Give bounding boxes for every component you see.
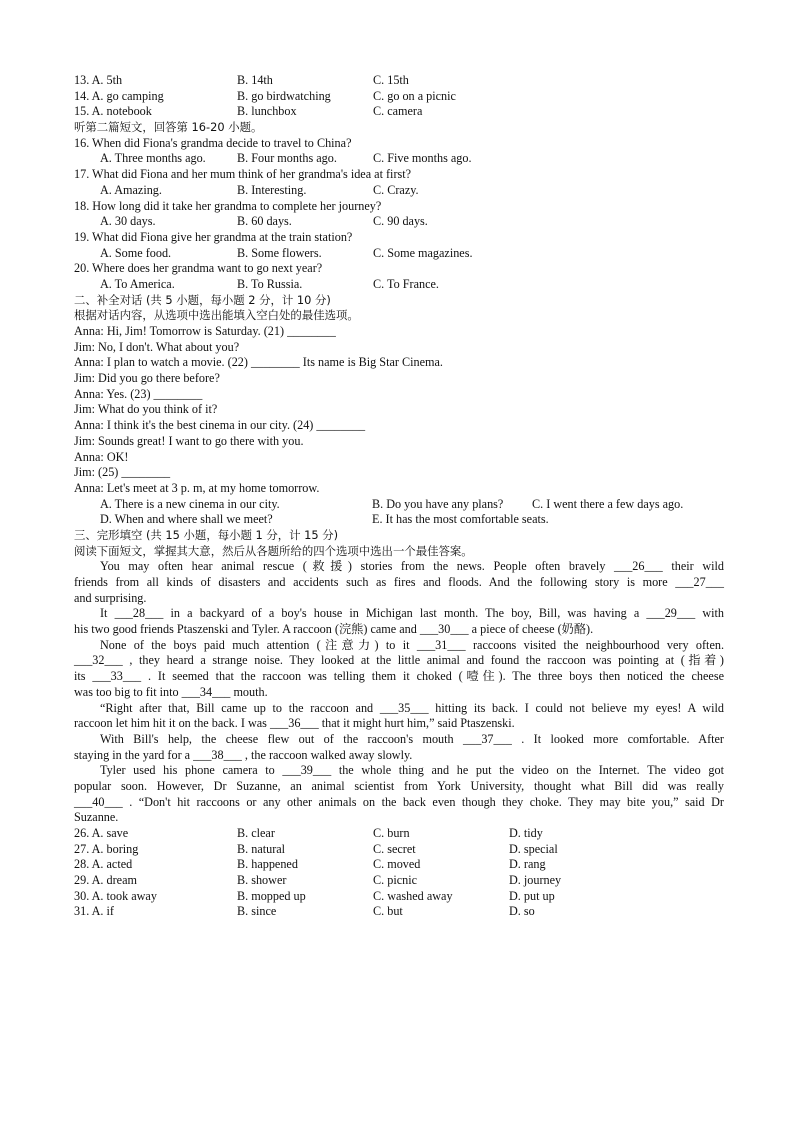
dialogue-options-row-1 (74, 497, 724, 513)
paragraph-line: Tyler used his phone camera to ___39___ the whole thing and he put the video on the Internet. The video got (100, 763, 724, 778)
section2-instruction: 根据对话内容，从选项中选出能填入空白处的最佳选项。 (74, 308, 359, 323)
dialogue-line: Anna: Hi, Jim! Tomorrow is Saturday. (21) ________ (74, 324, 336, 338)
option-a: 15. A. notebook (74, 104, 152, 119)
option-a: 29. A. dream (74, 873, 137, 888)
paragraph-line: his two good friends Ptaszenski and Tyler. A raccoon (浣熊) came and ___30___ a piece of cheese (奶酪). (74, 622, 594, 637)
paragraph-line: None of the boys paid much attention (注意力) to it ___31___ raccoons visited the neighbourhood very often. (100, 637, 724, 652)
question-30-options (74, 889, 724, 905)
question-28-options (74, 857, 724, 873)
dialogue-line: Jim: What do you think of it? (74, 402, 218, 417)
question-19: 19. What did Fiona give her grandma at the train station? (74, 229, 353, 244)
option-a: 26. A. save (74, 826, 129, 840)
option-b: B. shower (237, 873, 287, 888)
option-b: B. lunchbox (237, 104, 297, 119)
option-a: 28. A. acted (74, 857, 133, 872)
option-b: B. since (237, 904, 277, 919)
question-13-options (74, 73, 724, 89)
question-19-options (74, 246, 724, 262)
paragraph-line: staying in the yard for a ___38___ , the raccoon walked away slowly. (74, 747, 413, 762)
option-e: E. It has the most comfortable seats. (372, 512, 549, 527)
option-b: B. go birdwatching (237, 88, 331, 103)
dialogue-line: Jim: (25) ________ (74, 465, 171, 480)
section2-title: 二、补全对话 (共 5 小题，每小题 2 分，计 10 分) (74, 292, 331, 307)
option-d: D. rang (509, 857, 546, 872)
option-b: B. natural (237, 841, 286, 856)
option-b: B. To Russia. (237, 276, 303, 291)
option-a: 30. A. took away (74, 888, 157, 903)
paragraph-line: friends from all kinds of disasters and accidents such as fires and floods. And the following story is more ___27___ (74, 575, 724, 589)
option-a: 13. A. 5th (74, 73, 123, 87)
paragraph-line: Suzanne. (74, 810, 119, 825)
question-16: 16. When did Fiona's grandma decide to travel to China? (74, 135, 352, 150)
option-b: B. 60 days. (237, 214, 292, 229)
dialogue-line: Anna: OK! (74, 449, 129, 464)
dialogue-line: Jim: Sounds great! I want to go there with you. (74, 433, 304, 448)
option-b: B. Four months ago. (237, 151, 337, 166)
option-a: A. Some food. (100, 245, 172, 260)
question-20: 20. Where does her grandma want to go next year? (74, 261, 323, 276)
option-c: C. 15th (373, 73, 409, 87)
option-c: C. Five months ago. (373, 151, 472, 166)
option-b: B. Some flowers. (237, 245, 322, 260)
paragraph-line: popular soon. However, Dr Suzanne, an animal scientist from York University, thought what Bill did was really (74, 778, 724, 793)
option-a: 14. A. go camping (74, 88, 164, 103)
option-d: D. so (509, 904, 535, 919)
option-d: D. put up (509, 888, 555, 903)
option-a: 31. A. if (74, 904, 114, 919)
paragraph-line: raccoon let him hit it on the back. I was ___36___ that it might hurt him,” said Ptaszenski. (74, 716, 515, 731)
dialogue-line: Jim: No, I don't. What about you? (74, 339, 240, 354)
option-d: D. When and where shall we meet? (100, 512, 273, 527)
paragraph-line: “Right after that, Bill came up to the raccoon and ___35___ hitting its back. I could not believe my eyes! A wild (100, 700, 724, 715)
option-c: C. go on a picnic (373, 88, 456, 103)
option-a: A. There is a new cinema in our city. (100, 496, 280, 511)
option-c: C. I went there a few days ago. (532, 496, 684, 511)
paragraph-line: It ___28___ in a backyard of a boy's house in Michigan last month. The boy, Bill, was having a ___29___ with (100, 606, 724, 621)
section3-instruction: 阅读下面短文，掌握其大意，然后从各题所给的四个选项中选出一个最佳答案。 (74, 543, 473, 558)
option-c: C. burn (373, 826, 410, 840)
cloze-paragraph (74, 559, 724, 606)
option-a: A. Three months ago. (100, 151, 206, 166)
cloze-paragraph (74, 638, 724, 701)
question-26-options (74, 826, 724, 842)
question-27-options (74, 842, 724, 858)
option-b: B. Interesting. (237, 182, 307, 197)
dialogue-line: Anna: I plan to watch a movie. (22) ________ Its name is Big Star Cinema. (74, 355, 443, 370)
option-c: C. moved (373, 857, 421, 872)
paragraph-line: You may often hear animal rescue (救援) stories from the news. People often bravely ___26___ their wild (100, 559, 724, 574)
question-18-options (74, 214, 724, 230)
question-31-options (74, 904, 724, 920)
option-b: B. mopped up (237, 888, 306, 903)
option-d: D. tidy (509, 826, 543, 840)
question-29-options (74, 873, 724, 889)
cloze-paragraph (74, 763, 724, 826)
paragraph-line: ___32___ , they heard a strange noise. They looked at the little animal and found the raccoon was pointing at (指着) (74, 653, 724, 668)
section3-title: 三、完形填空 (共 15 小题，每小题 1 分，计 15 分) (74, 527, 339, 542)
option-d: D. journey (509, 873, 562, 888)
option-a: A. To America. (100, 276, 175, 291)
option-b: B. clear (237, 826, 275, 840)
cloze-paragraph (74, 606, 724, 637)
dialogue-line: Anna: Let's meet at 3 p. m, at my home tomorrow. (74, 480, 320, 495)
question-17-options (74, 183, 724, 199)
option-c: C. camera (373, 104, 423, 119)
question-16-options (74, 151, 724, 167)
option-a: 27. A. boring (74, 841, 139, 856)
question-18: 18. How long did it take her grandma to complete her journey? (74, 198, 382, 213)
paragraph-line: ___40___ . “Don't hit raccoons or any other animals on the back even though they choke. They may bite you,” said Dr (74, 794, 724, 809)
paragraph-line: its ___33___ . It seemed that the raccoon was telling them it choked (噎住). The three boys then noticed the cheese (74, 669, 724, 684)
option-c: C. but (373, 904, 403, 919)
paragraph-line: and surprising. (74, 590, 147, 605)
dialogue-line: Anna: I think it's the best cinema in our city. (24) ________ (74, 418, 366, 433)
option-c: C. Crazy. (373, 182, 419, 197)
dialogue-options-row-2 (74, 512, 724, 528)
option-c: C. To France. (373, 276, 439, 291)
option-c: C. washed away (373, 888, 453, 903)
option-b: B. 14th (237, 73, 273, 87)
question-20-options (74, 277, 724, 293)
option-c: C. 90 days. (373, 214, 428, 229)
question-17: 17. What did Fiona and her mum think of her grandma's idea at first? (74, 167, 412, 182)
dialogue-line: Jim: Did you go there before? (74, 371, 220, 386)
option-b: B. Do you have any plans? (372, 496, 504, 511)
question-14-options (74, 89, 724, 105)
cloze-paragraph (74, 732, 724, 763)
option-c: C. picnic (373, 873, 418, 888)
paragraph-line: With Bill's help, the cheese flew out of the raccoon's mouth ___37___ . It looked more comfortable. After (100, 731, 724, 746)
option-a: A. Amazing. (100, 182, 162, 197)
passage2-instruction: 听第二篇短文，回答第 16-20 小题。 (74, 120, 263, 135)
exam-page (74, 73, 724, 920)
option-d: D. special (509, 841, 558, 856)
option-c: C. secret (373, 841, 416, 856)
option-b: B. happened (237, 857, 298, 872)
option-a: A. 30 days. (100, 214, 156, 229)
cloze-paragraph (74, 701, 724, 732)
paragraph-line: was too big to fit into ___34___ mouth. (74, 684, 268, 699)
option-c: C. Some magazines. (373, 245, 473, 260)
dialogue-line: Anna: Yes. (23) ________ (74, 386, 203, 401)
question-15-options (74, 104, 724, 120)
